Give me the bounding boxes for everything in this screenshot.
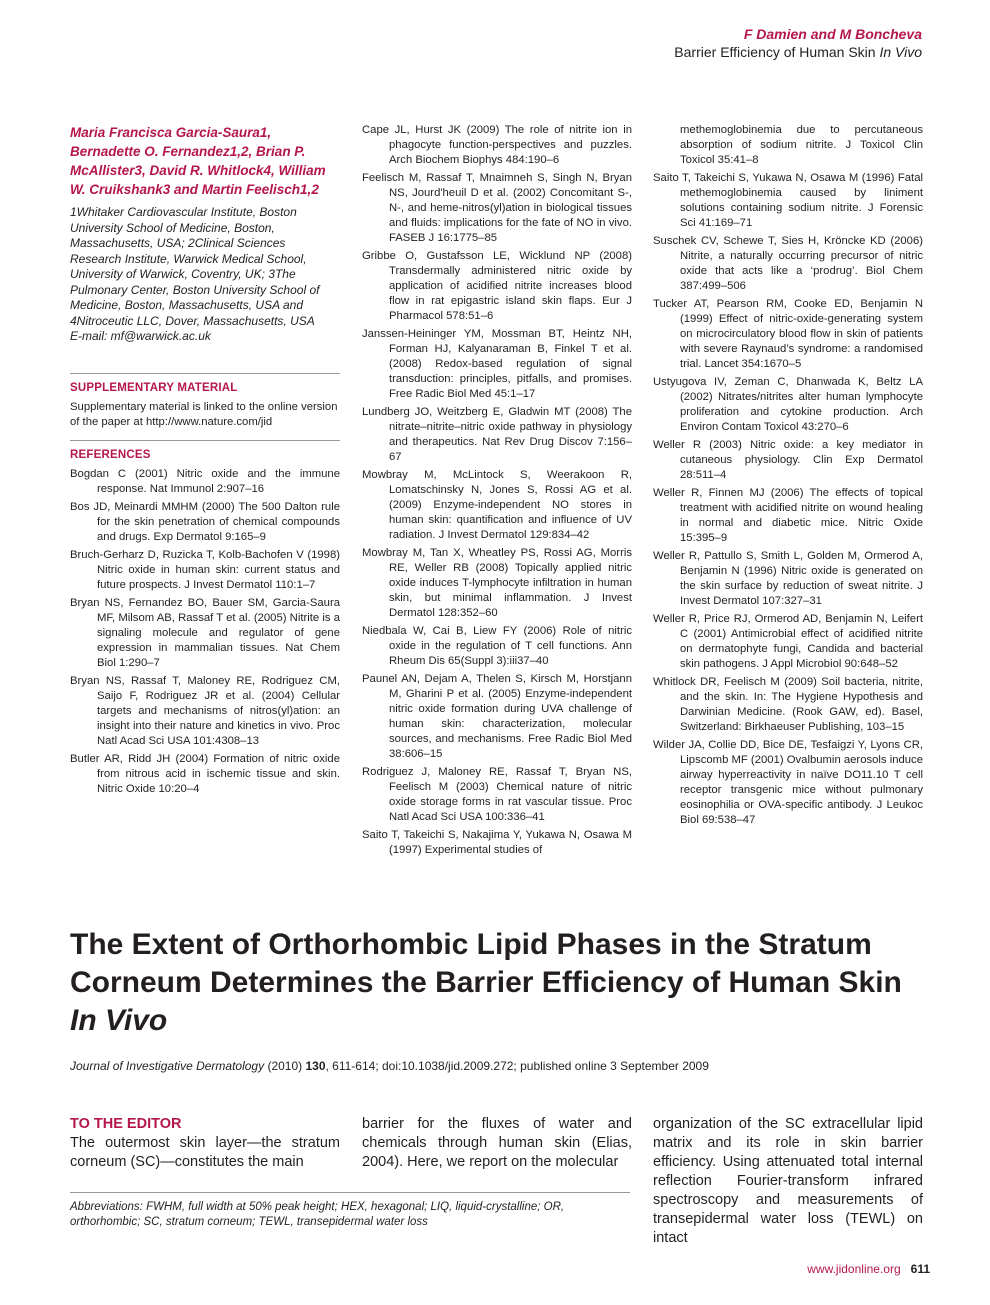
body-text-col2: barrier for the fluxes of water and chemicals through human skin (Elias, 2004). Here, we report on the molecular xyxy=(362,1116,632,1170)
body-column-1 xyxy=(70,1115,340,1172)
article-title-italic: In Vivo xyxy=(70,1004,168,1037)
body-text-col3: organization of the SC extracellular lipid matrix and its role in skin barrier efficiency. Using attenuated total internal reflection Fourier-transform infrared spectroscopy and measurements of transepidermal water loss (TEWL) on intact xyxy=(653,1116,923,1246)
reference-item: Weller R, Price RJ, Ormerod AD, Benjamin N, Leifert C (2001) Antimicrobial effect of acidified nitrite on dermatophyte fungi, Candida and bacterial skin pathogens. J Appl Microbiol 90:648–52 xyxy=(653,613,923,670)
reference-item: Gribbe O, Gustafsson LE, Wicklund NP (2008) Transdermally administered nitric oxide by application of acidified nitrite increases blood flow in rat epigastric island skin flaps. Eur J Pharmacol 578:51–6 xyxy=(362,250,632,322)
reference-item: Saito T, Takeichi S, Nakajima Y, Yukawa N, Osawa M (1997) Experimental studies of xyxy=(362,829,632,856)
reference-item: Butler AR, Ridd JH (2004) Formation of nitric oxide from nitrous acid in ischemic tissue and skin. Nitric Oxide 10:20–4 xyxy=(70,752,340,795)
reference-item: Suschek CV, Schewe T, Sies H, Kröncke KD (2006) Nitrite, a naturally occurring precursor of nitric oxide that acts like a ‘prodrug’. Biol Chem 387:499–506 xyxy=(653,235,923,292)
supplementary-heading: SUPPLEMENTARY MATERIAL xyxy=(70,373,340,396)
reference-item: Mowbray M, McLintock S, Weerakoon R, Lomatschinsky N, Jones S, Rossi AG et al. (2009) Enzyme-independent NO stores in human skin: quantification and influence of UV radiation. J Invest Dermatol 129:834–42 xyxy=(362,469,632,541)
running-title-prefix: Barrier Efficiency of Human Skin xyxy=(674,44,880,60)
supplementary-text: Supplementary material is linked to the online version of the paper at http://www.nature.com/jid xyxy=(70,400,338,428)
column-3 xyxy=(653,123,923,831)
reference-item: Mowbray M, Tan X, Wheatley PS, Rossi AG, Morris RE, Weller RB (2008) Topically applied nitric oxide induces T-lymphocyte infiltration in human skin, but minimal inflammation. J Invest Dermatol 128:352–60 xyxy=(362,547,632,619)
body-column-3 xyxy=(653,1115,923,1248)
reference-item-continued: methemoglobinemia due to percutaneous absorption of sodium nitrite. J Toxicol Clin Toxicol 35:41–8 xyxy=(680,124,923,166)
citation-year: (2010) xyxy=(264,1059,306,1073)
reference-item: Cape JL, Hurst JK (2009) The role of nitrite ion in phagocyte function-perspectives and puzzles. Arch Biochem Biophys 484:190–6 xyxy=(362,124,632,166)
reference-item: Whitlock DR, Feelisch M (2009) Soil bacteria, nitrite, and the skin. In: The Hygiene Hypothesis and Darwinian Medicine. (Rook GAW, ed). Basel, Switzerland: Birkhaeuser Publishing, 103–15 xyxy=(653,676,923,733)
body-text-col1: The outermost skin layer—the stratum corneum (SC)—constitutes the main xyxy=(70,1135,340,1170)
reference-item: Wilder JA, Collie DD, Bice DE, Tesfaigzi Y, Lyons CR, Lipscomb MF (2001) Ovalbumin aerosols induce airway hyperreactivity in naïve DO11.10 T cell receptor transgenic mice without pulmonary eosinophilia or OVA-specific antibody. J Leukoc Biol 69:538–47 xyxy=(653,739,923,826)
citation-volume: 130 xyxy=(305,1059,326,1073)
reference-item: Niedbala W, Cai B, Liew FY (2006) Role of nitric oxide in the regulation of T cell functions. Ann Rheum Dis 65(Suppl 3):iii37–40 xyxy=(362,625,632,667)
column-1 xyxy=(70,123,340,800)
column-2 xyxy=(362,123,632,861)
reference-item: Saito T, Takeichi S, Yukawa N, Osawa M (1996) Fatal methemoglobinemia caused by liniment solutions containing sodium nitrite. J Forensic Sci 41:169–71 xyxy=(653,172,923,229)
article-citation xyxy=(70,1059,709,1073)
citation-journal: Journal of Investigative Dermatology xyxy=(70,1059,265,1073)
abbreviations-footnote: Abbreviations: FWHM, full width at 50% peak height; HEX, hexagonal; LIQ, liquid-crystalline; OR, orthorhombic; SC, stratum corneum; TEWL, transepidermal water loss xyxy=(70,1192,630,1230)
reference-item: Bogdan C (2001) Nitric oxide and the immune response. Nat Immunol 2:907–16 xyxy=(70,467,340,495)
reference-item: Bruch-Gerharz D, Ruzicka T, Kolb-Bachofen V (1998) Nitric oxide in human skin: current status and future prospects. J Invest Dermatol 110:1–7 xyxy=(70,548,340,591)
running-title-italic: In Vivo xyxy=(879,44,922,60)
body-column-2 xyxy=(362,1115,632,1172)
article-title xyxy=(70,926,930,1040)
reference-item: Bryan NS, Fernandez BO, Bauer SM, Garcia-Saura MF, Milsom AB, Rassaf T et al. (2005) Nitrite is a signaling molecule and regulator of gene expression in mammalian tissues. Nat Chem Biol 1:290–7 xyxy=(70,596,340,669)
reference-item: Ustyugova IV, Zeman C, Dhanwada K, Beltz LA (2002) Nitrates/nitrites alter human lymphocyte proliferation and cytokine production. Arch Environ Contam Toxicol 43:270–6 xyxy=(653,376,923,433)
references-heading: REFERENCES xyxy=(70,440,340,463)
email: E-mail: mf@warwick.ac.uk xyxy=(70,329,211,343)
references-list-col1 xyxy=(70,467,340,797)
running-header-title xyxy=(674,44,922,60)
running-header-authors: F Damien and M Boncheva xyxy=(743,26,922,42)
reference-item: Bryan NS, Rassaf T, Maloney RE, Rodriguez CM, Saijo F, Rodriguez JR et al. (2004) Cellular targets and mechanisms of nitros(yl)ation: an insight into their nature and kinetics in vivo. Proc Natl Acad Sci USA 101:4308–13 xyxy=(70,674,340,747)
reference-item: Feelisch M, Rassaf T, Mnaimneh S, Singh N, Bryan NS, Jourd'heuil D et al. (2002) Concomitant S-, N-, and heme-nitros(yl)ation in biological tissues and fluids: implications for the fate of NO in vivo. FASEB J 16:1775–85 xyxy=(362,172,632,244)
citation-details: , 611-614; doi:10.1038/jid.2009.272; published online 3 September 2009 xyxy=(325,1059,709,1073)
page-footer xyxy=(807,1262,930,1276)
reference-item: Bos JD, Meinardi MMHM (2000) The 500 Dalton rule for the skin penetration of chemical compounds and drugs. Exp Dermatol 9:165–9 xyxy=(70,500,340,543)
reference-item: Lundberg JO, Weitzberg E, Gladwin MT (2008) The nitrate–nitrite–nitric oxide pathway in physiology and therapeutics. Nat Rev Drug Discov 7:156–67 xyxy=(362,406,632,463)
to-the-editor-heading: TO THE EDITOR xyxy=(70,1116,182,1132)
author-list: Maria Francisca Garcia-Saura1, Bernadette O. Fernandez1,2, Brian P. McAllister3, David R. Whitlock4, William W. Cruikshank3 and Martin Feelisch1,2 xyxy=(70,125,326,197)
reference-item: Janssen-Heininger YM, Mossman BT, Heintz NH, Forman HJ, Kalyanaraman B, Finkel T et al. (2008) Redox-based regulation of signal transduction: principles, pitfalls, and promises. Free Radic Biol Med 45:1–17 xyxy=(362,328,632,400)
reference-item: Rodriguez J, Maloney RE, Rassaf T, Bryan NS, Feelisch M (2003) Chemical nature of nitric oxide storage forms in rat vascular tissue. Proc Natl Acad Sci USA 100:336–41 xyxy=(362,766,632,823)
affiliations: 1Whitaker Cardiovascular Institute, Boston University School of Medicine, Boston, Massachusetts, USA; 2Clinical Sciences Research Institute, Warwick Medical School, University of Warwick, Coventry, UK; 3The Pulmonary Center, Boston University School of Medicine, Boston, Massachusetts, USA and 4Nitroceutic LLC, Dover, Massachusetts, USA xyxy=(70,205,320,328)
reference-item: Weller R, Finnen MJ (2006) The effects of topical treatment with acidified nitrite on wound healing in normal and diabetic mice. Nitric Oxide 15:395–9 xyxy=(653,487,923,544)
reference-item: Weller R, Pattullo S, Smith L, Golden M, Ormerod A, Benjamin N (1996) Nitric oxide is generated on the skin surface by reduction of sweat nitrite. J Invest Dermatol 107:327–31 xyxy=(653,550,923,607)
reference-item: Paunel AN, Dejam A, Thelen S, Kirsch M, Horstjann M, Gharini P et al. (2005) Enzyme-independent nitric oxide formation during UVA challenge of human skin: characterization, molecular sources, and mechanisms. Free Radic Biol Med 38:606–15 xyxy=(362,673,632,760)
reference-item: Tucker AT, Pearson RM, Cooke ED, Benjamin N (1999) Effect of nitric-oxide-generating system on microcirculatory blood flow in skin of patients with severe Raynaud’s syndrome: a randomised trial. Lancet 354:1670–5 xyxy=(653,298,923,370)
page-number: 611 xyxy=(910,1262,930,1276)
journal-url-link[interactable]: www.jidonline.org xyxy=(807,1262,901,1276)
article-title-main: The Extent of Orthorhombic Lipid Phases in the Stratum Corneum Determines the Barrier Efficiency of Human Skin xyxy=(70,928,902,999)
reference-item: Weller R (2003) Nitric oxide: a key mediator in cutaneous physiology. Clin Exp Dermatol 28:511–4 xyxy=(653,439,923,481)
